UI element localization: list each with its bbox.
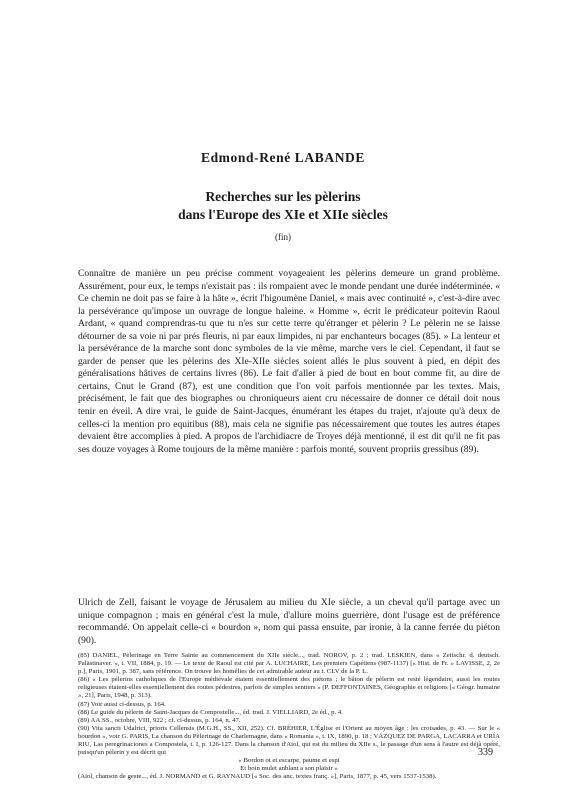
title-line-1: Recherches sur les pèlerins (205, 189, 361, 204)
footnote-85: (85) DANIEL, Pèlerinage en Terre Sainte au commencement du XIIe siècle..., trad. NOROV, p. 2 ; trad. LESKIEN, dans « Zeitschr. d. deutsch. Palästinaver. », t. VII, 1884, p. 19. — Le texte de Raoul est cité par A. LUCHAIRE, Les premiers Capétiens (987-1137) [« Hist. de Fr. » LAVISSE, 2, 2e p.], Paris, 1901, p. 387, sans référence. On trouve les homélies de cet admirable auteur au t. CLV de la P. L. (78, 652, 500, 676)
author-name: Edmond-René LABANDE (200, 150, 366, 165)
verse-line-2: Et boin mulet anblant a son plaisir » (240, 765, 338, 773)
article-title (0, 188, 566, 223)
title-line-2: dans l'Europe des XIe et XIIe siècles (178, 206, 388, 222)
verse-source: (Aiol, chanson de geste..., éd. J. NORMAND et G. RAYNAUD [« Soc. des anc. textes franç. »], Paris, 1877, p. 45, vers 1537-1538). (78, 773, 437, 781)
footnote-86: (86) « Les pèlerins catholiques de l'Europe médiévale étaient essentiellement des piétons ; le bâton de pèlerin est resté légendaire, aussi les routes religieuses étaient-elles essentiellement des routes pédestres, parfois de simples sentiers » (P. DEFFONTAINES, Géographie et religions [« Géogr. humaine », 21], Paris, 1948, p. 313). (78, 676, 500, 700)
footnote-90: (90) Vita sancti Udalrici, prioris Cellensis (M.G.H., SS., XII, 252). Cf. BRÉHIER, L'Église et l'Orient au moyen âge : les croisades, p. 43. — Sur le « bourdon », voir G. PARIS, La chanson du Pèlerinage de Charlemagne, dans « Romania », t. IX, 1890, p. 18 ; VÁZQUEZ DE PARGA, LACARRA et URÍA RIU, Las peregrinaciones a Compostela, t. I, p. 126-127. Dans la chanson d'Aiol, qui est du milieu du XIIe s., le passage d'un sens à l'autre est déjà opéré, puisqu'un pèlerin y est décrit qui (78, 724, 500, 757)
body-paragraph-1: Connaître de manière un peu précise comment voyageaient les pèlerins demeure un grand problème. Assurément, pour eux, le temps n'existait pas : ils rompaient avec le monde pendant une durée indéterminée. « Ce chemin ne doit pas se faire à la hâte », écrit l'higoumène Daniel, « mais avec continuité », c'est-à-dire avec la persévérance qu'impose un ouvrage de longue haleine. « Homme », écrit le prédicateur poitevin Raoul Ardant, « quand comprendras-tu que tu n'es sur cette terre qu'étranger et pèlerin ? Le pèlerin ne se laisse détourner de sa voie ni par prés fleuris, ni par eaux limpides, ni par enchanteurs bocages (85). » La lenteur et la persévérance de la marche sont donc symboles de la vie même, marche vers le ciel. Cependant, il faut se garder de penser que les pèlerins des XIe-XIIe siècles soient allés le plus souvent à pied, en dépit des généralisations hâtives de certains livres (86). Le fait d'aller à pied de bout en bout comme fit, au dire de certains, Cnut le Grand (87), est une condition que l'on voit parfois mentionnée par les textes. Mais, précisément, le fait que des biographes ou chroniqueurs aient cru nécessaire de donner ce détail doit nous tenir en éveil. A dire vrai, le guide de Saint-Jacques, énumérant les étapes du trajet, n'ajoute qu'à deux de celles-ci la mention pro equitibus (88), mais cela ne signifie pas nécessairement que toutes les autres étapes devaient être accomplies à pied. A propos de l'archidiacre de Troyes déjà mentionné, il est dit qu'il ne fit pas ses douze voyages à Rome toujours de la même manière : parfois monté, souvent propriis gressibus (89). (78, 268, 500, 455)
footnote-89: (89) AA.SS., octobre, VIII, 922 ; cf. ci-dessus, p. 164, n. 47. (78, 716, 241, 724)
body-paragraph-2: Ulrich de Zell, faisant le voyage de Jérusalem au milieu du XIe siècle, a un cheval qu'il partage avec un unique compagnon ; mais en général c'est la mule, d'allure moins guerrière, dont l'usage est de préférence recommandé. On appelait celle-ci « bourdon », nom qui passa ensuite, par ironie, à la canne ferrée du piéton (90). (78, 597, 500, 646)
footnote-88: (88) Le guide du pèlerin de Saint-Jacques de Compostelle..., éd. trad. J. VIELLIARD, 2e éd., p. 4. (78, 708, 343, 716)
verse-line-1: « Bordon ot et escarpe, paume et espi (238, 757, 340, 765)
page-number: 339 (478, 747, 493, 758)
footnotes (78, 652, 500, 782)
fin-marker: (fin) (275, 232, 291, 242)
footnote-87: (87) Voir aussi ci-dessus, p. 164. (78, 700, 166, 708)
